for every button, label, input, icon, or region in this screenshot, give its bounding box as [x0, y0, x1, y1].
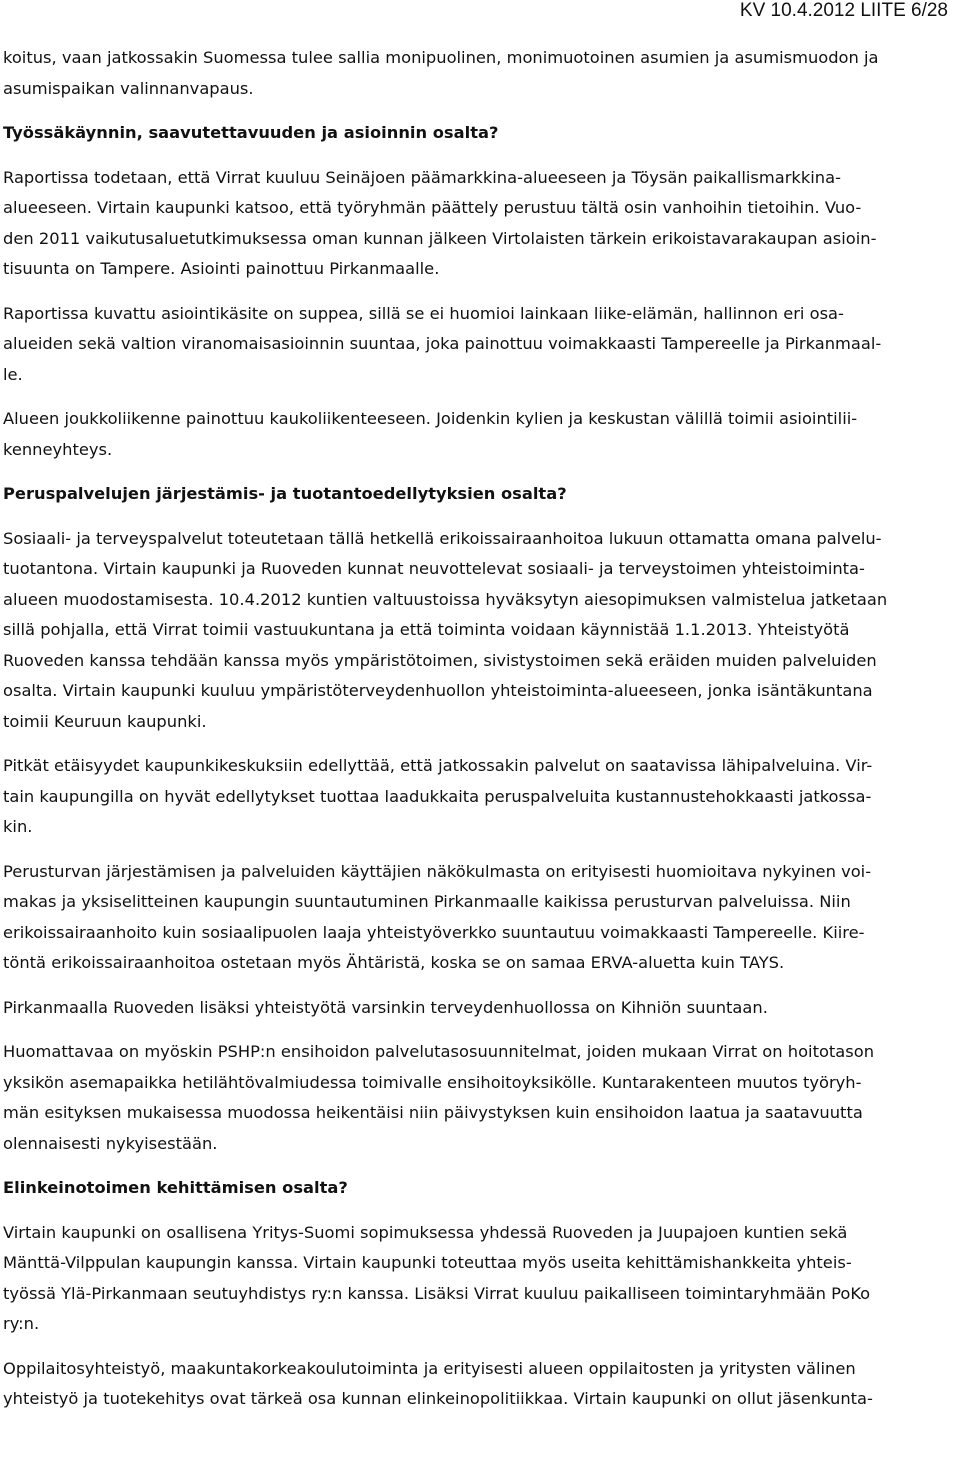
paragraph: Huomattavaa on myöskin PSHP:n ensihoidon palvelutasosuunnitelmat, joiden mukaan Virrat on hoitotason yksikön asemapaikka hetilähtövalmiudessa toimivalle ensihoitoyksikölle. Kuntarakenteen muutos työryh- män esityksen mukaisessa muodossa heikentäisi niin päivystyksen kuin ensihoidon laatua ja saatavuutta olennaisesti nykyisestään.	[3, 1042, 875, 1153]
section-heading: Elinkeinotoimen kehittämisen osalta?	[3, 1178, 348, 1197]
paragraph: Alueen joukkoliikenne painottuu kaukoliikenteeseen. Joidenkin kylien ja keskustan välillä toimii asiointilii- kenneyhteys.	[3, 409, 858, 459]
section-heading: Työssäkäynnin, saavutettavuuden ja asioinnin osalta?	[3, 123, 499, 142]
paragraph: Raportissa kuvattu asiointikäsite on suppea, sillä se ei huomioi lainkaan liike-elämän, hallinnon eri osa- alueiden sekä valtion viranomaisasioinnin suuntaa, joka painottuu voimakkaasti Tampereelle ja Pirkanmaal- le.	[3, 303, 882, 384]
paragraph: Virtain kaupunki on osallisena Yritys-Suomi sopimuksessa yhdessä Ruoveden ja Juupajoen kuntien sekä Mänttä-Vilppulan kaupungin kanssa. Virtain kaupunki toteuttaa myös useita kehittämishankkeita yhteis- työssä Ylä-Pirkanmaan seutuyhdistys ry:n kanssa. Lisäksi Virrat kuuluu paikalliseen toimintaryhmään PoKo ry:n.	[3, 1222, 871, 1333]
paragraph: koitus, vaan jatkossakin Suomessa tulee sallia monipuolinen, monimuotoinen asumien ja asumismuodon ja asumispaikan valinnanvapaus.	[3, 48, 879, 98]
paragraph: Perusturvan järjestämisen ja palveluiden käyttäjien näkökulmasta on erityisesti huomioitava nykyinen voi- makas ja yksiselitteinen kaupungin suuntautuminen Pirkanmaalle kaikissa perusturvan palveluissa. Niin erikoissairaanhoito kuin sosiaalipuolen laaja yhteistyöverkko suuntautuu voimakkaasti Tampereelle. Kiire- töntä erikoissairaanhoitoa ostetaan myös Ähtäristä, koska se on samaa ERVA-aluetta kuin TAYS.	[3, 861, 872, 972]
document-body	[3, 43, 955, 1415]
paragraph: Sosiaali- ja terveyspalvelut toteutetaan tällä hetkellä erikoissairaanhoitoa lukuun ottamatta omana palvelu- tuotantona. Virtain kaupunki ja Ruoveden kunnat neuvottelevat sosiaali- ja terveystoimen yhteistoiminta- alueen muodostamisesta. 10.4.2012 kuntien valtuustoissa hyväksytyn aiesopimuksen valmistelua jatketaan sillä pohjalla, että Virrat toimii vastuukuntana ja että toiminta voidaan käynnistää 1.1.2013. Yhteistyötä Ruoveden kanssa tehdään kanssa myös ympäristötoimen, sivistystoimen sekä eräiden muiden palveluiden osalta. Virtain kaupunki kuuluu ympäristöterveydenhuollon yhteistoiminta-alueeseen, jonka isäntäkuntana toimii Keuruun kaupunki.	[3, 528, 888, 731]
paragraph: Pitkät etäisyydet kaupunkikeskuksiin edellyttää, että jatkossakin palvelut on saatavissa lähipalveluina. Vir- tain kaupungilla on hyvät edellytykset tuottaa laadukkaita peruspalveluita kustannustehokkaasti jatkossa- kin.	[3, 756, 873, 836]
page-header: KV 10.4.2012 LIITE 6/28	[739, 0, 948, 21]
paragraph: Oppilaitosyhteistyö, maakuntakorkeakoulutoiminta ja erityisesti alueen oppilaitosten ja yritysten välinen yhteistyö ja tuotekehitys ovat tärkeä osa kunnan elinkeinopolitiikkaa. Virtain kaupunki on ollut jäsenkunta-	[3, 1358, 873, 1408]
paragraph: Pirkanmaalla Ruoveden lisäksi yhteistyötä varsinkin terveydenhuollossa on Kihniön suuntaan.	[3, 997, 768, 1017]
section-heading: Peruspalvelujen järjestämis- ja tuotantoedellytyksien osalta?	[3, 484, 567, 503]
paragraph: Raportissa todetaan, että Virrat kuuluu Seinäjoen päämarkkina-alueeseen ja Töysän paikallismarkkina- alueeseen. Virtain kaupunki katsoo, että työryhmän päättely perustuu tältä osin vanhoihin tietoihin. Vuo- den 2011 vaikutusaluetutkimuksessa oman kunnan jälkeen Virtolaisten tärkein erikoistavarakaupan asioin- tisuunta on Tampere. Asiointi painottuu Pirkanmaalle.	[3, 167, 877, 278]
